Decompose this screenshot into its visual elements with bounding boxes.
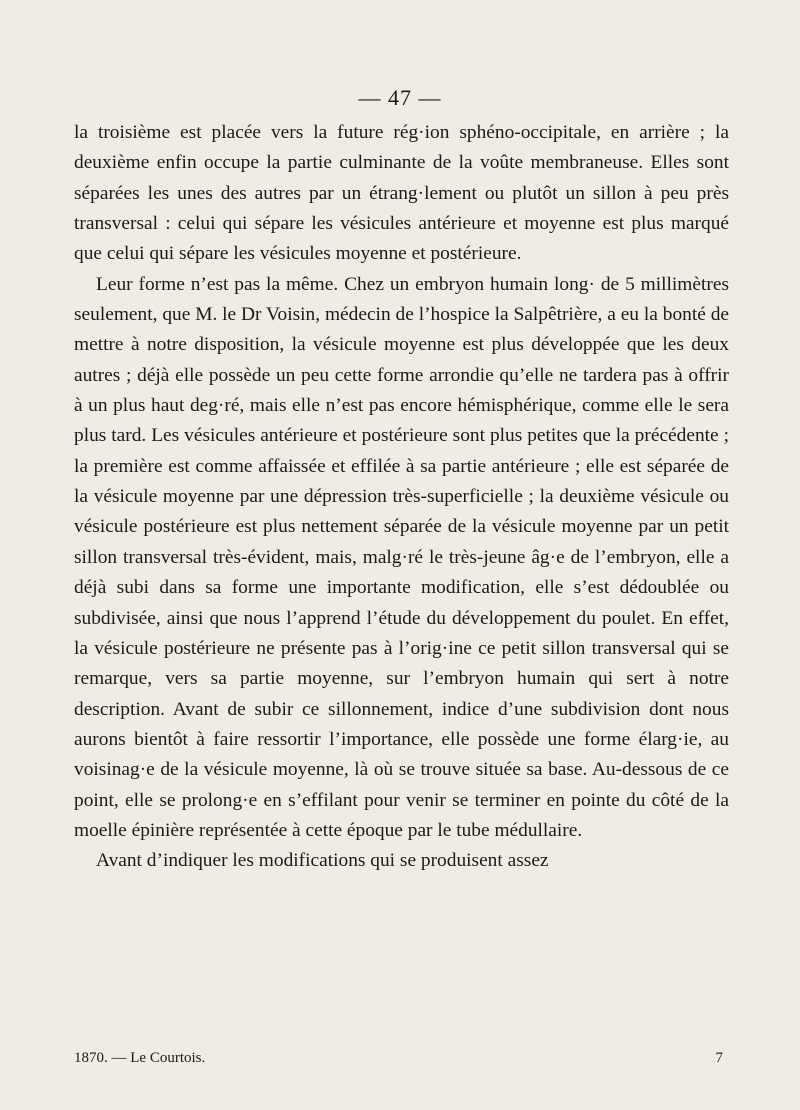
paragraph-3: Avant d’indiquer les modifications qui se produisent assez: [96, 850, 549, 872]
paragraph-2: Leur forme n’est pas la même. Chez un embryon humain long· de 5 millimètres seulement, que M. le Dr Voisin, médecin de l’hospice la Salpêtrière, a eu la bonté de mettre à notre disposition, la vésicule moyenne est plus développée que les deux autres ; déjà elle possède un peu cette forme arrondie qu’elle ne tardera pas à offrir à un plus haut deg·ré, mais elle n’est pas encore hémisphérique, comme elle le sera plus tard. Les vésicules antérieure et postérieure sont plus petites que la précédente ; la première est comme affaissée et effilée à sa partie antérieure ; elle est séparée de la vésicule moyenne par une dépression très-superficielle ; la deuxième vésicule ou vésicule postérieure est plus nettement séparée de la vésicule moyenne par un petit sillon transversal très-évident, mais, malg·ré le très-jeune âg·e de l’embryon, elle a déjà subi dans sa forme une importante modification, elle s’est dédoublée ou subdivisée, ainsi que nous l’apprend l’étude du développement du poulet. En effet, la vésicule postérieure ne présente pas à l’orig·ine ce petit sillon transversal qui se remarque, vers sa partie moyenne, sur l’embryon humain qui sert à notre description. Avant de subir ce sillonnement, indice d’une subdivision dont nous aurons bientôt à faire ressortir l’importance, elle possède une forme élarg·ie, au voisinag·e de la vésicule moyenne, là où se trouve située sa base. Au-dessous de ce point, elle se prolong·e en s’effilant pour venir se terminer en pointe du côté de la moelle épinière représentée à cette époque par le tube médullaire.: [74, 273, 729, 841]
footer-imprint: 1870. — Le Courtois.: [74, 1050, 206, 1066]
paragraph-1: la troisième est placée vers la future rég·ion sphéno-occipitale, en arrière ; la deuxième enfin occupe la partie culminante de la voûte membraneuse. Elles sont séparées les unes des autres par un étrang·lement ou plutôt un sillon à peu près transversal : celui qui sépare les vésicules antérieure et moyenne est plus marqué que celui qui sépare les vésicules moyenne et postérieure.: [74, 122, 729, 265]
signature-mark: 7: [715, 1050, 723, 1066]
body-text: [74, 118, 729, 877]
footer: [74, 1050, 729, 1067]
page-number: — 47 —: [358, 85, 442, 110]
